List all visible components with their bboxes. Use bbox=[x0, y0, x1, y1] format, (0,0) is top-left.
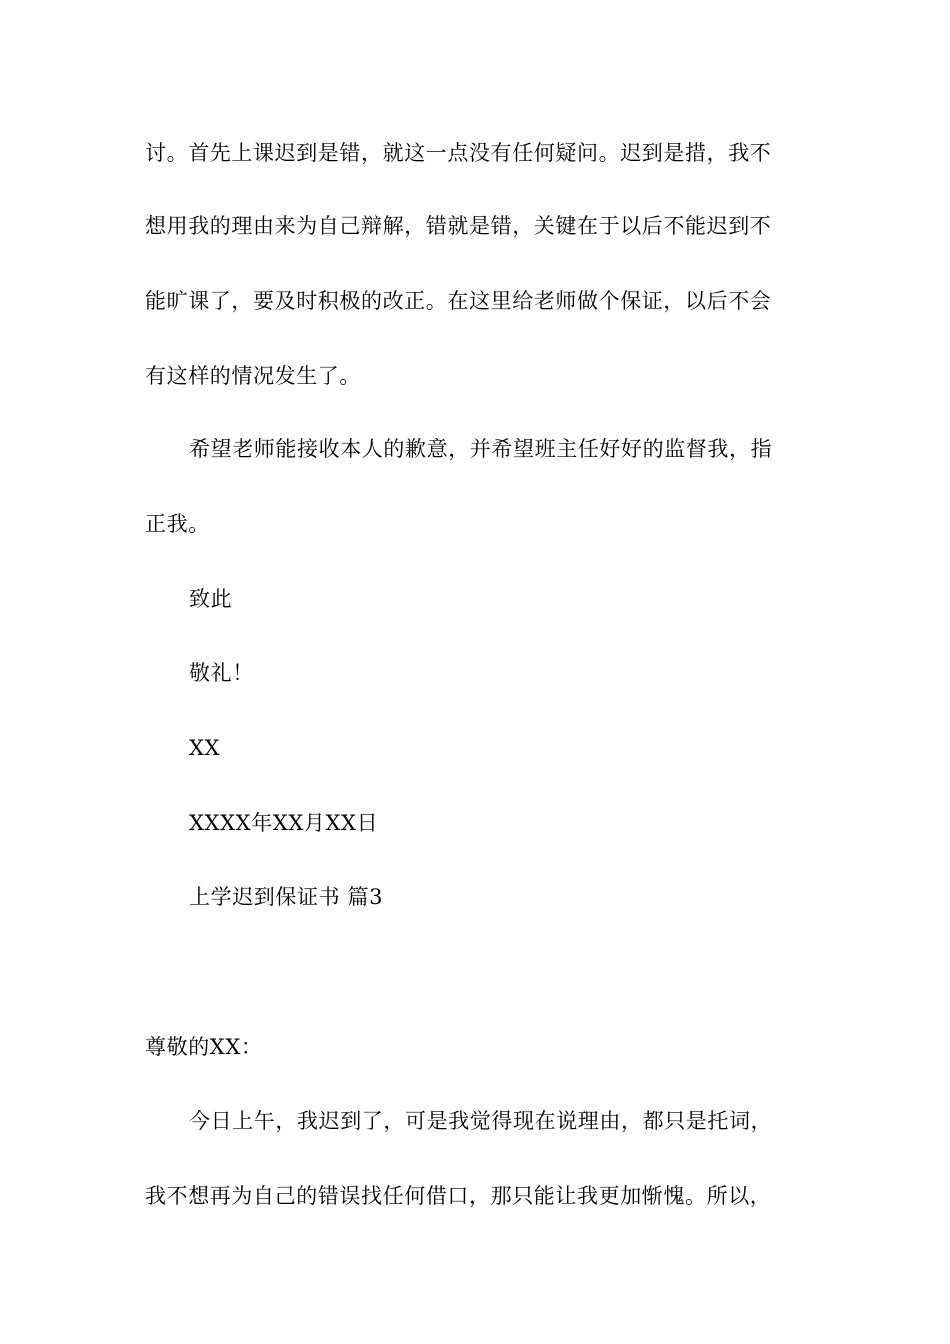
paragraph-line: 讨。首先上课迟到是错，就这一点没有任何疑问。迟到是措，我不 bbox=[145, 141, 772, 165]
greeting-line: 尊敬的XX： bbox=[145, 1035, 263, 1059]
signature-date: XXXX年XX月XX日 bbox=[189, 811, 379, 835]
paragraph-line: 有这样的情况发生了。 bbox=[145, 364, 361, 388]
paragraph-line: 我不想再为自己的错误找任何借口，那只能让我更加惭愧。所以， bbox=[145, 1184, 772, 1208]
salutation-line: 敬礼！ bbox=[189, 661, 254, 685]
paragraph-line: 希望老师能接收本人的歉意，并希望班主任好好的监督我，指 bbox=[189, 437, 773, 461]
paragraph-line: 能旷课了，要及时积极的改正。在这里给老师做个保证，以后不会 bbox=[145, 289, 772, 313]
closing-line: 致此 bbox=[189, 587, 233, 611]
paragraph-line: 今日上午，我迟到了，可是我觉得现在说理由，都只是托词， bbox=[189, 1109, 773, 1133]
paragraph-line: 正我。 bbox=[145, 512, 210, 536]
signature-name: XX bbox=[189, 736, 221, 760]
paragraph-line: 想用我的理由来为自己辩解，错就是错，关键在于以后不能迟到不 bbox=[145, 214, 772, 238]
section-heading: 上学迟到保证书 篇3 bbox=[189, 885, 384, 909]
